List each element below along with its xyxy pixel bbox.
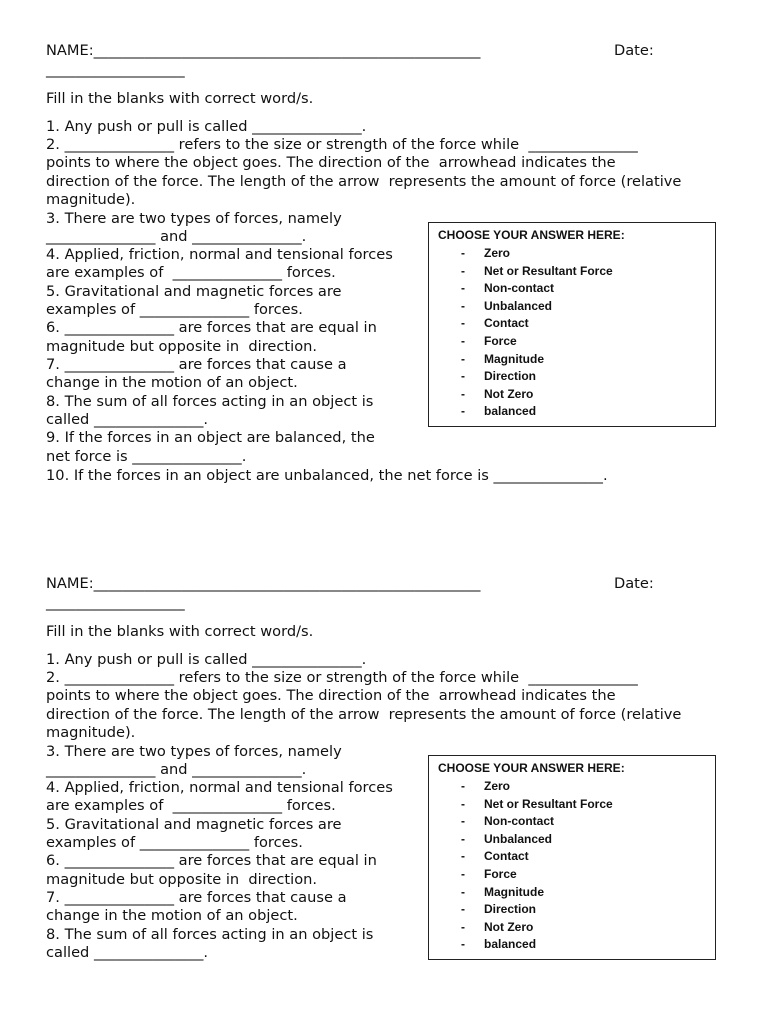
answer-option-label: Net or Resultant Force [484, 796, 613, 811]
question-2-line-4: magnitude). [46, 191, 136, 208]
answer-option-label: Magnitude [484, 351, 544, 366]
instructions: Fill in the blanks with correct word/s. [46, 90, 314, 107]
answer-option-label: Force [484, 866, 517, 881]
dash-bullet: - [461, 351, 465, 366]
answer-choices-box [428, 222, 716, 427]
worksheet-copy-1 [0, 0, 768, 500]
date-field: ___________________ [46, 594, 185, 611]
dash-bullet: - [461, 902, 465, 917]
question-8-line-2: called _______________. [46, 411, 209, 428]
question-6-line-2: magnitude but opposite in direction. [46, 871, 318, 888]
question-4-line-1: 4. Applied, friction, normal and tensional forces [46, 246, 393, 263]
dash-bullet: - [461, 281, 465, 296]
worksheet-copy-2 [0, 533, 768, 1033]
question-7-line-2: change in the motion of an object. [46, 374, 298, 391]
answer-option-label: Zero [484, 779, 511, 793]
question-2-line-2: points to where the object goes. The direction of the arrowhead indicates the [46, 687, 616, 704]
dash-bullet: - [461, 386, 465, 401]
instructions: Fill in the blanks with correct word/s. [46, 623, 314, 640]
question-1: 1. Any push or pull is called _______________. [46, 118, 367, 135]
answer-option-label: Unbalanced [484, 831, 553, 846]
question-3-line-2: _______________ and _______________. [46, 761, 307, 778]
answer-option-label: Magnitude [484, 884, 544, 899]
question-6-line-1: 6. _______________ are forces that are equal in [46, 319, 377, 336]
dash-bullet: - [461, 866, 465, 881]
question-5-line-1: 5. Gravitational and magnetic forces are [46, 283, 342, 300]
dash-bullet: - [461, 796, 465, 811]
answer-option-label: Not Zero [484, 919, 534, 934]
question-6-line-1: 6. _______________ are forces that are equal in [46, 852, 377, 869]
dash-bullet: - [461, 814, 465, 829]
dash-bullet: - [461, 263, 465, 278]
question-10: 10. If the forces in an object are unbalanced, the net force is _______________. [46, 467, 608, 484]
answer-option-label: Non-contact [484, 281, 554, 296]
question-2-line-4: magnitude). [46, 724, 136, 741]
question-2-line-3: direction of the force. The length of the arrow represents the amount of force (relative [46, 706, 682, 723]
question-5-line-1: 5. Gravitational and magnetic forces are [46, 816, 342, 833]
question-3-line-1: 3. There are two types of forces, namely [46, 743, 342, 760]
name-field: NAME:_____________________________________________________ [46, 42, 481, 59]
question-5-line-2: examples of _______________ forces. [46, 301, 303, 318]
answer-box-title: CHOOSE YOUR ANSWER HERE: [438, 761, 625, 775]
dash-bullet: - [461, 849, 465, 864]
dash-bullet: - [461, 937, 465, 952]
question-8-line-1: 8. The sum of all forces acting in an object is [46, 393, 374, 410]
question-8-line-1: 8. The sum of all forces acting in an object is [46, 926, 374, 943]
question-6-line-2: magnitude but opposite in direction. [46, 338, 318, 355]
answer-option-label: balanced [484, 404, 537, 419]
question-3-line-1: 3. There are two types of forces, namely [46, 210, 342, 227]
question-2-line-3: direction of the force. The length of the arrow represents the amount of force (relative [46, 173, 682, 190]
question-7-line-2: change in the motion of an object. [46, 907, 298, 924]
answer-option-label: Contact [484, 316, 529, 331]
question-1: 1. Any push or pull is called _______________. [46, 651, 367, 668]
question-7-line-1: 7. _______________ are forces that cause a [46, 356, 347, 373]
answer-option-label: Direction [484, 369, 537, 384]
question-9-line-2: net force is _______________. [46, 448, 247, 465]
answer-option-label: Unbalanced [484, 298, 553, 313]
answer-option-label: Not Zero [484, 386, 534, 401]
answer-option-label: Net or Resultant Force [484, 263, 613, 278]
date-field: ___________________ [46, 61, 185, 78]
question-2-line-1: 2. _______________ refers to the size or strength of the force while _______________ [46, 136, 638, 153]
answer-option-label: Zero [484, 246, 511, 260]
question-9-line-1: 9. If the forces in an object are balanced, the [46, 429, 375, 446]
dash-bullet: - [461, 246, 465, 260]
dash-bullet: - [461, 919, 465, 934]
answer-option-label: Direction [484, 902, 537, 917]
dash-bullet: - [461, 779, 465, 793]
name-field: NAME:_____________________________________________________ [46, 575, 481, 592]
question-5-line-2: examples of _______________ forces. [46, 834, 303, 851]
answer-option-label: Non-contact [484, 814, 554, 829]
question-2-line-2: points to where the object goes. The direction of the arrowhead indicates the [46, 154, 616, 171]
question-7-line-1: 7. _______________ are forces that cause a [46, 889, 347, 906]
date-label: Date: [614, 42, 654, 59]
answer-option-label: balanced [484, 937, 537, 952]
question-4-line-2: are examples of _______________ forces. [46, 264, 336, 281]
dash-bullet: - [461, 298, 465, 313]
answer-choices-box [428, 755, 716, 960]
date-label: Date: [614, 575, 654, 592]
answer-option-label: Force [484, 333, 517, 348]
dash-bullet: - [461, 333, 465, 348]
dash-bullet: - [461, 404, 465, 419]
dash-bullet: - [461, 369, 465, 384]
question-4-line-2: are examples of _______________ forces. [46, 797, 336, 814]
question-8-line-2: called _______________. [46, 944, 209, 961]
question-3-line-2: _______________ and _______________. [46, 228, 307, 245]
question-2-line-1: 2. _______________ refers to the size or strength of the force while _______________ [46, 669, 638, 686]
question-4-line-1: 4. Applied, friction, normal and tensional forces [46, 779, 393, 796]
answer-box-title: CHOOSE YOUR ANSWER HERE: [438, 228, 625, 242]
dash-bullet: - [461, 316, 465, 331]
dash-bullet: - [461, 884, 465, 899]
dash-bullet: - [461, 831, 465, 846]
answer-option-label: Contact [484, 849, 529, 864]
